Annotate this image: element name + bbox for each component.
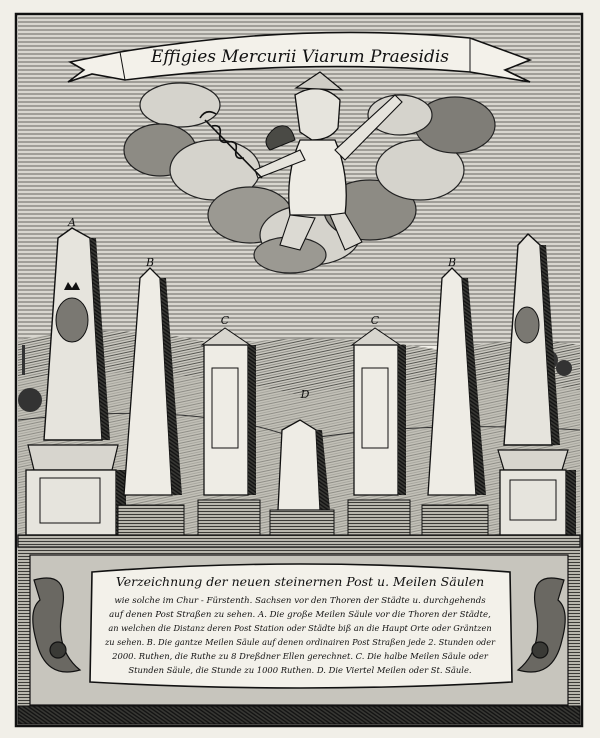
- letter-c-right: C: [370, 314, 380, 327]
- letter-b-right: B: [447, 256, 457, 269]
- motto-text: Effigies Mercurii Viarum Praesidis: [151, 47, 449, 67]
- pillar-c-right: [348, 328, 410, 535]
- letter-b-left: B: [145, 256, 155, 269]
- base-molding: [18, 706, 580, 724]
- pillar-c-left: [198, 328, 260, 535]
- cartouche-line-6: Stunden Säule, die Stunde zu 1000 Ruthen. D. Die Viertel Meilen oder St. Säule.: [128, 665, 472, 675]
- letter-d: D: [300, 388, 310, 401]
- cartouche-line-1: wie solche im Chur - Fürstenth. Sachsen vor den Thoren der Städte u. durchgehends: [114, 596, 486, 606]
- cartouche-line-5: 2000. Ruthen, die Ruthe zu 8 Dreßdner Ellen gerechnet. C. Die halbe Meilen Säule oder: [112, 651, 488, 661]
- cartouche-line-4: zu sehen. B. Die gantze Meilen Säule auf denen ordinairen Post Straßen jede 2. Stunden oder: [104, 637, 496, 647]
- ground-ledge: [18, 535, 580, 547]
- letter-c-left: C: [220, 314, 230, 327]
- letter-a-left: A: [68, 216, 76, 229]
- cartouche: [90, 564, 512, 688]
- cartouche-line-3: an welchen die Distanz deren Post Station oder Städte biß an die Haupt Orte oder Gräntzen: [108, 623, 492, 633]
- cartouche-line-2: auf denen Post Straßen zu sehen. A. Die große Meilen Säule vor die Thoren der Städte,: [109, 610, 491, 620]
- cartouche-heading: Verzeichnung der neuen steinernen Post u. Meilen Säulen: [115, 574, 485, 589]
